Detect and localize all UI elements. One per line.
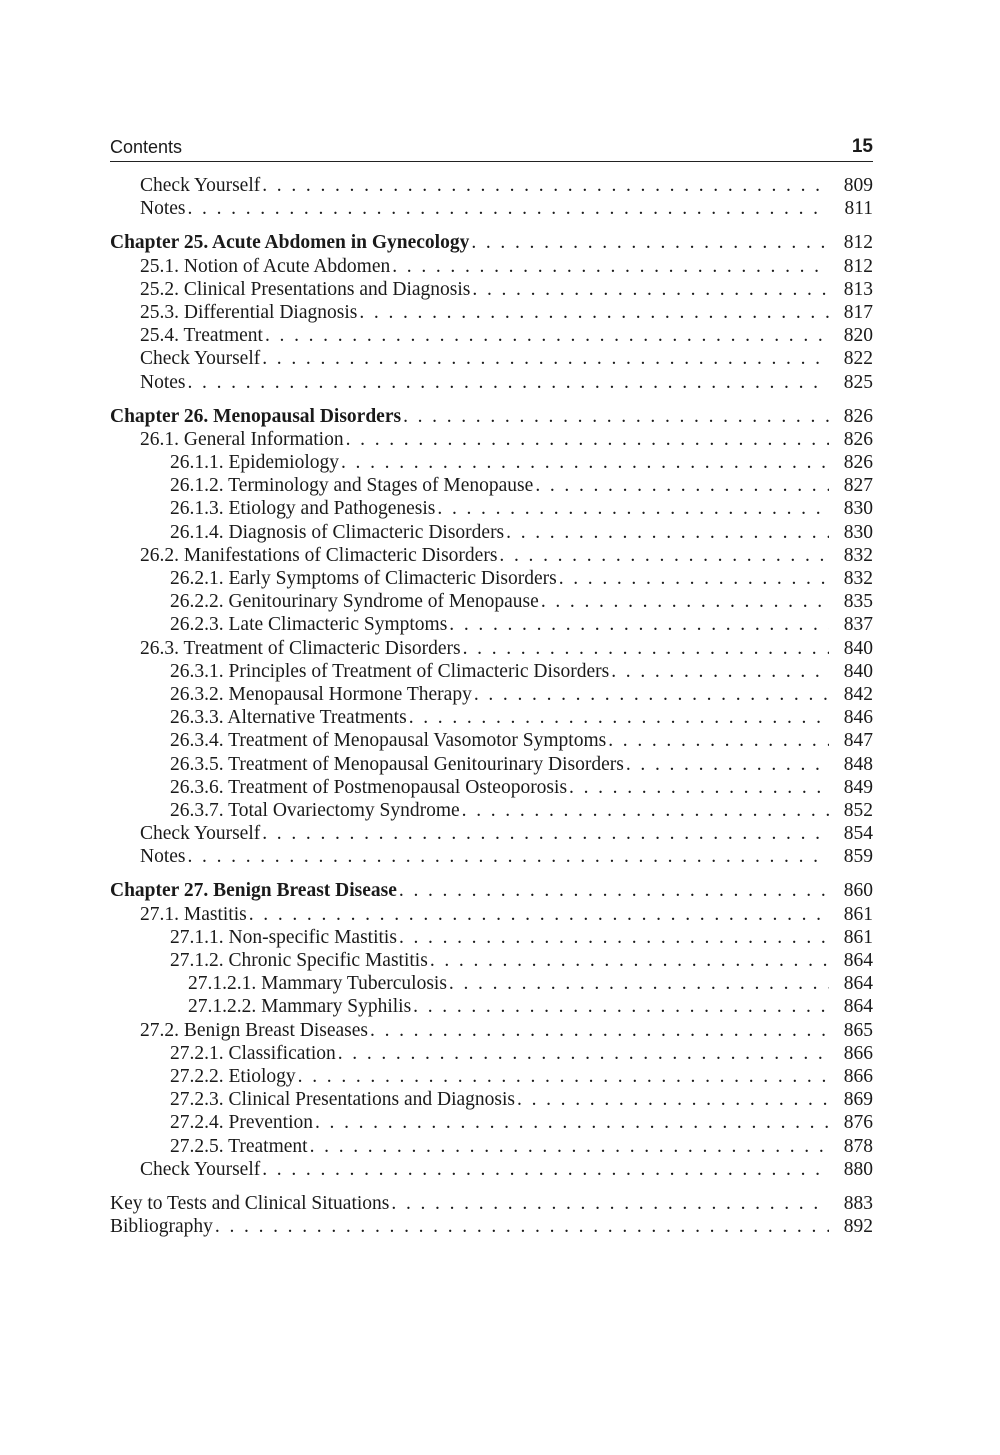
toc-entry-page-number: 847 bbox=[843, 730, 873, 752]
toc-entry-label: 27.1.2.1. Mammary Tuberculosis bbox=[188, 973, 447, 995]
dot-leader bbox=[403, 405, 829, 428]
toc-entry-label: 27.2.2. Etiology bbox=[170, 1065, 296, 1087]
toc-entry[interactable] bbox=[110, 301, 873, 324]
toc-entry-label: Chapter 25. Acute Abdomen in Gynecology bbox=[110, 232, 470, 254]
toc-chapter-entry[interactable] bbox=[110, 1215, 873, 1238]
toc-chapter-entry[interactable] bbox=[110, 405, 873, 428]
toc-entry-page-number: 830 bbox=[843, 498, 873, 520]
toc-chapter-entry[interactable] bbox=[110, 231, 873, 254]
toc-entry-page-number: 878 bbox=[843, 1135, 873, 1157]
running-header-title: Contents bbox=[110, 137, 183, 157]
toc-entry-label: 25.2. Clinical Presentations and Diagnosis bbox=[140, 278, 471, 300]
toc-entry[interactable] bbox=[110, 706, 873, 729]
toc-entry-page-number: 820 bbox=[843, 325, 873, 347]
dot-leader bbox=[399, 879, 829, 902]
toc-entry-label: 26.3.5. Treatment of Menopausal Genitourinary Disorders bbox=[170, 753, 624, 775]
toc-entry[interactable] bbox=[110, 660, 873, 683]
toc-entry-label: 26.2.2. Genitourinary Syndrome of Menopause bbox=[170, 591, 539, 613]
dot-leader bbox=[474, 683, 829, 706]
toc-entry-page-number: 825 bbox=[843, 371, 873, 393]
toc-entry-page-number: 892 bbox=[843, 1216, 873, 1238]
dot-leader bbox=[262, 1158, 829, 1181]
toc-entry-page-number: 866 bbox=[843, 1042, 873, 1064]
toc-entry[interactable] bbox=[110, 371, 873, 394]
toc-entry-page-number: 861 bbox=[843, 926, 873, 948]
toc-entry-page-number: 840 bbox=[843, 637, 873, 659]
dot-leader bbox=[626, 753, 829, 776]
toc-chapter-entry[interactable] bbox=[110, 1192, 873, 1215]
toc-entry-page-number: 861 bbox=[843, 903, 873, 925]
dot-leader bbox=[315, 1111, 829, 1134]
toc-entry-page-number: 880 bbox=[843, 1158, 873, 1180]
toc-entry-label: Check Yourself bbox=[140, 175, 261, 196]
toc-entry[interactable] bbox=[110, 474, 873, 497]
toc-entry-label: 26.1.4. Diagnosis of Climacteric Disorders bbox=[170, 521, 505, 543]
toc-entry-page-number: 849 bbox=[843, 776, 873, 798]
toc-entry[interactable] bbox=[110, 637, 873, 660]
toc-entry-label: 26.1. General Information bbox=[140, 428, 344, 450]
toc-entry-label: Check Yourself bbox=[140, 823, 261, 845]
running-header-page-number: 15 bbox=[851, 136, 873, 157]
toc-entry-page-number: 817 bbox=[843, 301, 873, 323]
toc-entry-label: 27.1.2. Chronic Specific Mastitis bbox=[170, 950, 428, 971]
toc-entry-label: 26.3.3. Alternative Treatments bbox=[170, 707, 407, 729]
dot-leader bbox=[535, 474, 829, 497]
toc-entry-label: 26.3.1. Principles of Treatment of Climacteric Disorders bbox=[170, 660, 610, 682]
dot-leader bbox=[215, 1215, 829, 1238]
dot-leader bbox=[449, 613, 829, 636]
dot-leader bbox=[463, 637, 829, 660]
dot-leader bbox=[370, 1019, 829, 1042]
dot-leader bbox=[359, 301, 829, 324]
dot-leader bbox=[188, 371, 830, 394]
running-header bbox=[110, 137, 873, 162]
toc-entry-label: Key to Tests and Clinical Situations bbox=[110, 1192, 390, 1214]
dot-leader bbox=[341, 451, 829, 474]
toc-entry-page-number: 869 bbox=[843, 1089, 873, 1111]
toc-entry[interactable] bbox=[110, 197, 873, 220]
dot-leader bbox=[413, 995, 829, 1018]
toc-entry[interactable] bbox=[110, 174, 873, 197]
toc-entry-label: Check Yourself bbox=[140, 348, 261, 370]
toc-entry-page-number: 846 bbox=[843, 707, 873, 729]
dot-leader bbox=[569, 776, 829, 799]
dot-leader bbox=[437, 497, 829, 520]
dot-leader bbox=[399, 926, 829, 949]
toc-entry[interactable] bbox=[110, 590, 873, 613]
dot-leader bbox=[338, 1042, 829, 1065]
toc-entry[interactable] bbox=[110, 1158, 873, 1181]
dot-leader bbox=[449, 972, 829, 995]
toc-entry-label: Notes bbox=[140, 198, 186, 220]
dot-leader bbox=[462, 799, 829, 822]
toc-entry[interactable] bbox=[110, 995, 873, 1018]
dot-leader bbox=[611, 660, 829, 683]
toc-entry-page-number: 822 bbox=[843, 348, 873, 370]
toc-entry-page-number: 830 bbox=[843, 521, 873, 543]
toc-entry-label: 26.3.4. Treatment of Menopausal Vasomotor Symptoms bbox=[170, 730, 607, 752]
toc-entry-label: 26.3.7. Total Ovariectomy Syndrome bbox=[170, 799, 460, 821]
toc-entry-label: 26.1.2. Terminology and Stages of Menopause bbox=[170, 475, 534, 497]
dot-leader bbox=[506, 521, 829, 544]
toc-entry-page-number: 837 bbox=[843, 614, 873, 636]
toc-entry[interactable] bbox=[110, 845, 873, 868]
toc-entry-label: Check Yourself bbox=[140, 1158, 261, 1180]
toc-entry-page-number: 811 bbox=[844, 198, 873, 220]
toc-entry-page-number: 826 bbox=[843, 428, 873, 450]
toc-entry-label: Notes bbox=[140, 846, 186, 868]
dot-leader bbox=[517, 1088, 829, 1111]
toc-entry[interactable] bbox=[110, 255, 873, 278]
toc-entry[interactable] bbox=[110, 451, 873, 474]
table-of-contents bbox=[110, 174, 873, 1238]
toc-entry[interactable] bbox=[110, 1019, 873, 1042]
dot-leader bbox=[608, 729, 829, 752]
toc-chapter-entry[interactable] bbox=[110, 879, 873, 902]
toc-entry-page-number: 809 bbox=[843, 175, 873, 196]
toc-entry-page-number: 865 bbox=[843, 1019, 873, 1041]
toc-entry-label: 27.2.4. Prevention bbox=[170, 1112, 313, 1134]
toc-entry-page-number: 876 bbox=[843, 1112, 873, 1134]
toc-entry[interactable] bbox=[110, 683, 873, 706]
toc-entry-label: Notes bbox=[140, 371, 186, 393]
toc-entry-label: 26.1.3. Etiology and Pathogenesis bbox=[170, 498, 436, 520]
dot-leader bbox=[310, 1135, 829, 1158]
dot-leader bbox=[188, 197, 830, 220]
toc-entry-label: 26.2.3. Late Climacteric Symptoms bbox=[170, 614, 448, 636]
dot-leader bbox=[392, 255, 829, 278]
dot-leader bbox=[262, 822, 829, 845]
toc-entry-page-number: 832 bbox=[843, 544, 873, 566]
toc-entry-page-number: 835 bbox=[843, 591, 873, 613]
toc-entry[interactable] bbox=[110, 544, 873, 567]
toc-entry-label: 26.1.1. Epidemiology bbox=[170, 452, 339, 474]
toc-entry[interactable] bbox=[110, 1042, 873, 1065]
toc-entry-page-number: 864 bbox=[843, 950, 873, 971]
toc-entry[interactable] bbox=[110, 278, 873, 301]
toc-entry-page-number: 866 bbox=[843, 1065, 873, 1087]
toc-entry[interactable] bbox=[110, 799, 873, 822]
toc-entry-label: 26.3. Treatment of Climacteric Disorders bbox=[140, 637, 461, 659]
toc-entry[interactable] bbox=[110, 753, 873, 776]
dot-leader bbox=[262, 174, 829, 197]
toc-entry-page-number: 864 bbox=[843, 973, 873, 995]
dot-leader bbox=[265, 324, 829, 347]
dot-leader bbox=[409, 706, 829, 729]
toc-entry[interactable] bbox=[110, 324, 873, 347]
toc-entry[interactable] bbox=[110, 1135, 873, 1158]
toc-entry-page-number: 852 bbox=[843, 799, 873, 821]
toc-entry[interactable] bbox=[110, 1111, 873, 1134]
toc-entry[interactable] bbox=[110, 497, 873, 520]
toc-entry-page-number: 832 bbox=[843, 568, 873, 589]
toc-entry-label: Bibliography bbox=[110, 1216, 213, 1238]
dot-leader bbox=[430, 949, 829, 972]
toc-entry-label: 27.1. Mastitis bbox=[140, 903, 247, 925]
toc-entry[interactable] bbox=[110, 972, 873, 995]
toc-entry-label: 27.2.1. Classification bbox=[170, 1042, 336, 1064]
toc-entry-label: 27.2.5. Treatment bbox=[170, 1135, 308, 1157]
toc-entry[interactable] bbox=[110, 1088, 873, 1111]
toc-entry-page-number: 827 bbox=[843, 475, 873, 497]
toc-entry[interactable] bbox=[110, 1065, 873, 1088]
toc-entry[interactable] bbox=[110, 949, 873, 972]
dot-leader bbox=[188, 845, 830, 868]
toc-entry-label: 25.1. Notion of Acute Abdomen bbox=[140, 255, 391, 277]
toc-entry-label: 26.3.6. Treatment of Postmenopausal Osteoporosis bbox=[170, 776, 568, 798]
toc-entry-label: 26.2.1. Early Symptoms of Climacteric Disorders bbox=[170, 568, 557, 589]
toc-entry-page-number: 812 bbox=[843, 255, 873, 277]
toc-entry-page-number: 813 bbox=[843, 278, 873, 300]
toc-entry-page-number: 812 bbox=[843, 232, 873, 254]
toc-entry[interactable] bbox=[110, 822, 873, 845]
toc-entry-page-number: 826 bbox=[843, 452, 873, 474]
dot-leader bbox=[391, 1192, 829, 1215]
toc-entry-page-number: 864 bbox=[843, 996, 873, 1018]
toc-entry-label: 27.2. Benign Breast Diseases bbox=[140, 1019, 369, 1041]
toc-entry-page-number: 883 bbox=[843, 1192, 873, 1214]
dot-leader bbox=[298, 1065, 829, 1088]
toc-entry-label: Chapter 26. Menopausal Disorders bbox=[110, 405, 402, 427]
dot-leader bbox=[471, 231, 829, 254]
toc-entry-label: 26.3.2. Menopausal Hormone Therapy bbox=[170, 683, 472, 705]
toc-entry[interactable] bbox=[110, 428, 873, 451]
toc-entry[interactable] bbox=[110, 567, 873, 590]
toc-entry-label: 27.1.2.2. Mammary Syphilis bbox=[188, 996, 412, 1018]
toc-entry[interactable] bbox=[110, 729, 873, 752]
toc-entry-label: 27.1.1. Non-specific Mastitis bbox=[170, 926, 397, 948]
toc-entry-page-number: 854 bbox=[843, 823, 873, 845]
toc-entry-label: 25.3. Differential Diagnosis bbox=[140, 301, 358, 323]
toc-entry-label: Chapter 27. Benign Breast Disease bbox=[110, 880, 397, 902]
toc-entry[interactable] bbox=[110, 347, 873, 370]
toc-entry[interactable] bbox=[110, 521, 873, 544]
toc-entry-page-number: 860 bbox=[843, 880, 873, 902]
toc-entry-label: 27.2.3. Clinical Presentations and Diagnosis bbox=[170, 1089, 516, 1111]
dot-leader bbox=[541, 590, 829, 613]
toc-entry-label: 26.2. Manifestations of Climacteric Disorders bbox=[140, 544, 498, 566]
dot-leader bbox=[262, 347, 829, 370]
toc-entry[interactable] bbox=[110, 926, 873, 949]
toc-entry-page-number: 859 bbox=[843, 846, 873, 868]
toc-entry-page-number: 848 bbox=[843, 753, 873, 775]
toc-entry[interactable] bbox=[110, 776, 873, 799]
toc-entry[interactable] bbox=[110, 903, 873, 926]
toc-entry-label: 25.4. Treatment bbox=[140, 325, 263, 347]
toc-entry-page-number: 842 bbox=[843, 683, 873, 705]
dot-leader bbox=[559, 567, 829, 590]
dot-leader bbox=[346, 428, 829, 451]
toc-entry-page-number: 840 bbox=[843, 660, 873, 682]
dot-leader bbox=[499, 544, 829, 567]
toc-entry[interactable] bbox=[110, 613, 873, 636]
toc-entry-page-number: 826 bbox=[843, 405, 873, 427]
dot-leader bbox=[472, 278, 829, 301]
dot-leader bbox=[249, 903, 829, 926]
